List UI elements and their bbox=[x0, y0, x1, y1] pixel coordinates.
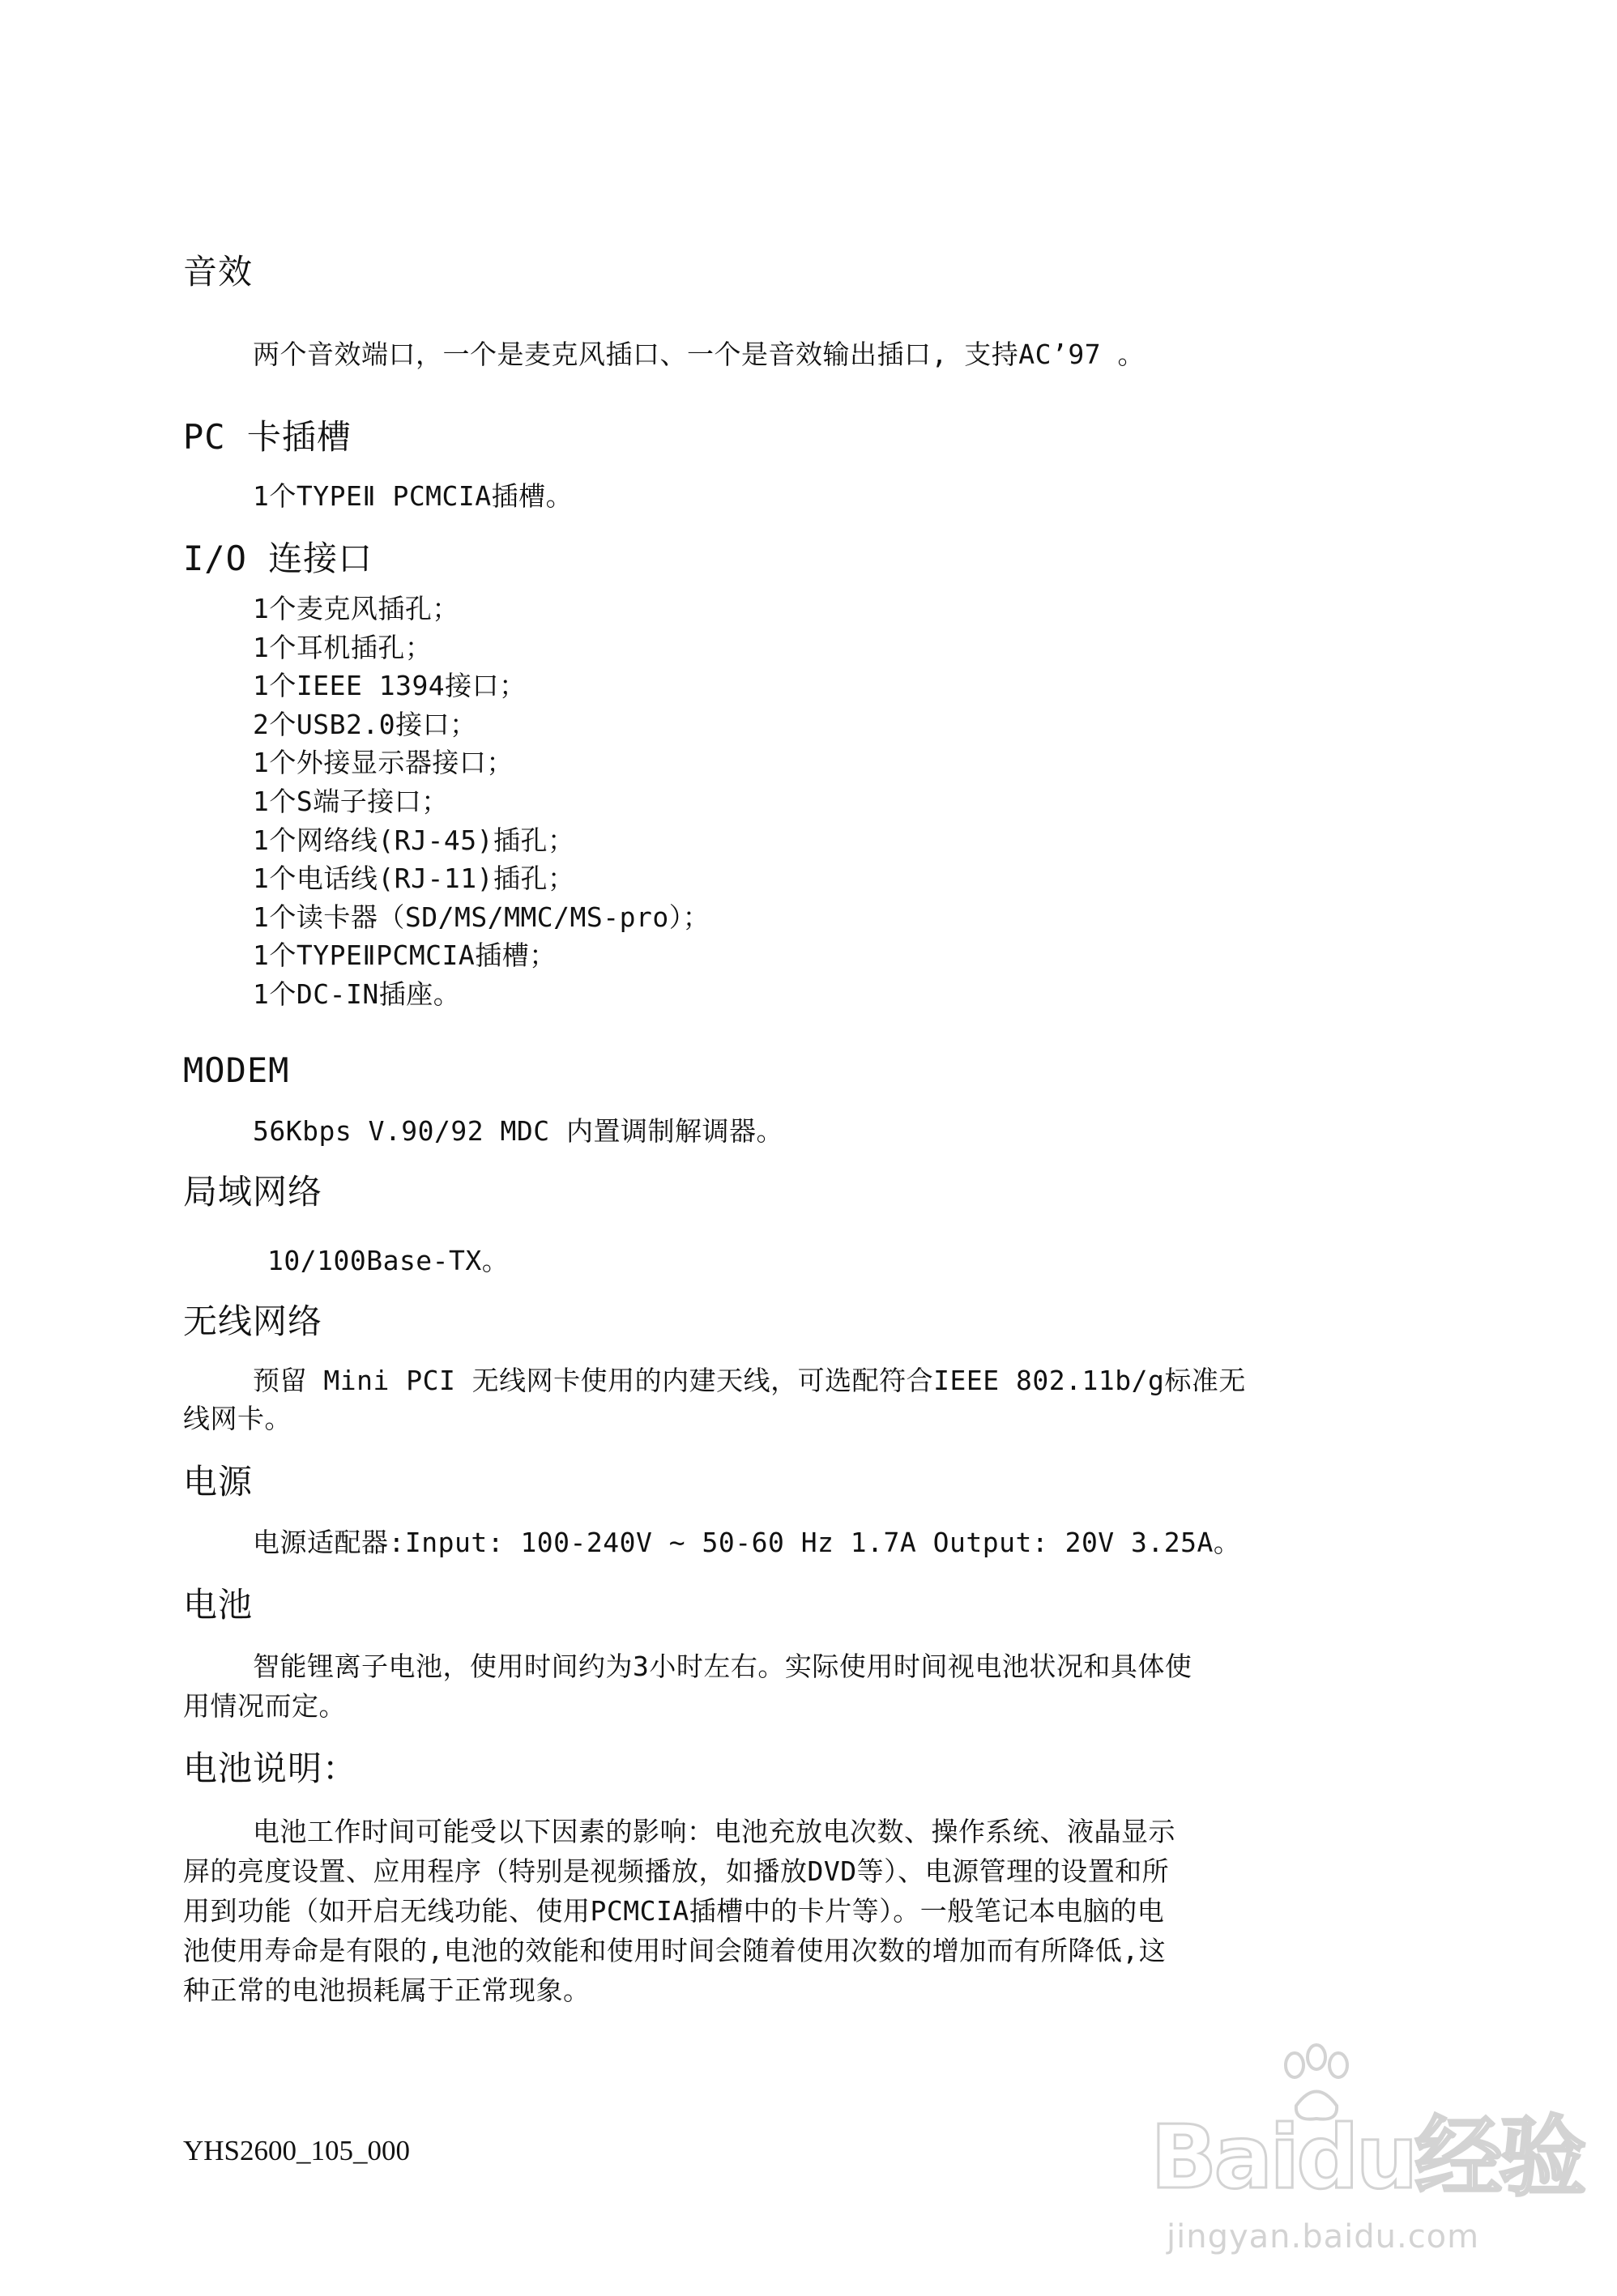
section-title-io: I/O 连接口 bbox=[183, 539, 373, 578]
section-title-pc-card: PC 卡插槽 bbox=[183, 417, 352, 457]
list-item: 1个外接显示器接口； bbox=[253, 747, 514, 779]
battery-note-line1: 电池工作时间可能受以下因素的影响：电池充放电次数、操作系统、液晶显示 bbox=[253, 1816, 1175, 1847]
list-item: 1个读卡器（SD/MS/MMC/MS-pro）； bbox=[253, 901, 710, 933]
io-port-list bbox=[253, 590, 710, 1014]
modem-description: 56Kbps V.90/92 MDC 内置调制解调器。 bbox=[253, 1115, 783, 1147]
power-description: 电源适配器:Input: 100-240V ~ 50-60 Hz 1.7A Output: 20V 3.25A。 bbox=[253, 1527, 1241, 1558]
section-title-audio: 音效 bbox=[183, 252, 254, 292]
section-title-lan: 局域网络 bbox=[183, 1172, 323, 1212]
section-title-battery-note: 电池说明： bbox=[183, 1749, 358, 1788]
section-title-power: 电源 bbox=[183, 1462, 254, 1502]
watermark-url: jingyan.baidu.com bbox=[1167, 2218, 1480, 2256]
list-item: 1个IEEE 1394接口； bbox=[253, 670, 527, 702]
list-item: 1个DC-IN插座。 bbox=[253, 978, 461, 1010]
audio-description: 两个音效端口，一个是麦克风插口、一个是音效输出插口, 支持AC’97 。 bbox=[253, 339, 1145, 370]
list-item: 2个USB2.0接口； bbox=[253, 708, 477, 740]
list-item: 1个麦克风插孔； bbox=[253, 593, 459, 624]
list-item: 1个网络线(RJ-45)插孔； bbox=[253, 824, 575, 856]
wireless-description-line2: 线网卡。 bbox=[183, 1403, 292, 1434]
section-title-wireless: 无线网络 bbox=[183, 1301, 323, 1341]
battery-note-line5: 种正常的电池损耗属于正常现象。 bbox=[183, 1974, 591, 2006]
section-title-modem: MODEM bbox=[183, 1050, 290, 1090]
baidu-jingyan-logo: Baidu经验 bbox=[1150, 2107, 1584, 2209]
lan-description: 10/100Base-TX。 bbox=[267, 1245, 510, 1276]
list-item: 1个S端子接口； bbox=[253, 785, 449, 817]
list-item: 1个TYPEⅡPCMCIA插槽； bbox=[253, 939, 557, 972]
battery-note-line2: 屏的亮度设置、应用程序（特别是视频播放，如播放DVD等）、电源管理的设置和所 bbox=[183, 1855, 1170, 1887]
battery-note-line3: 用到功能（如开启无线功能、使用PCMCIA插槽中的卡片等）。一般笔记本电脑的电 bbox=[183, 1895, 1165, 1927]
pc-card-description: 1个TYPEⅡ PCMCIA插槽。 bbox=[253, 480, 574, 512]
document-code: YHS2600_105_000 bbox=[183, 2135, 411, 2166]
battery-description-line2: 用情况而定。 bbox=[183, 1690, 346, 1722]
list-item: 1个电话线(RJ-11)插孔； bbox=[253, 863, 575, 895]
baidu-jingyan-watermark bbox=[1150, 2017, 1584, 2260]
battery-note-line4: 池使用寿命是有限的,电池的效能和使用时间会随着使用次数的增加而有所降低,这 bbox=[183, 1935, 1167, 1966]
list-item: 1个耳机插孔； bbox=[253, 631, 433, 663]
battery-description-line1: 智能锂离子电池，使用时间约为3小时左右。实际使用时间视电池状况和具体使 bbox=[253, 1651, 1192, 1682]
wireless-description-line1: 预留 Mini PCI 无线网卡使用的内建天线，可选配符合IEEE 802.11b/g标准无 bbox=[253, 1365, 1246, 1396]
section-title-battery: 电池 bbox=[183, 1585, 254, 1625]
